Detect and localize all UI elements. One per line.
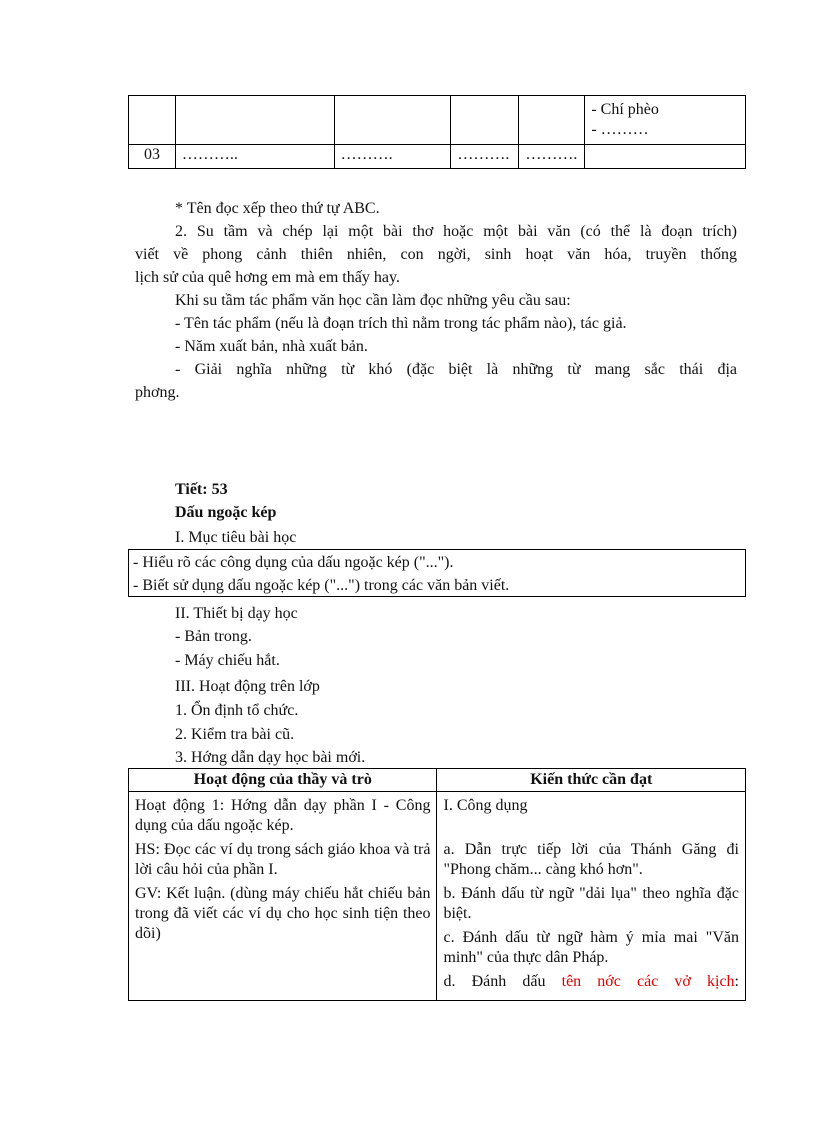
teacher-student-cell bbox=[129, 792, 437, 1001]
table-cell bbox=[451, 96, 519, 145]
table-cell: ……….. bbox=[175, 145, 334, 169]
equipment-item: - Bản trong. bbox=[175, 628, 252, 645]
section-heading: II. Thiết bị dạy học bbox=[175, 605, 298, 622]
knowledge-item: a. Dẫn trực tiếp lời của Thánh Găng đi "Phong chăm... càng khó hơn". bbox=[443, 841, 739, 878]
activity-table bbox=[128, 768, 746, 1001]
equipment-item: - Máy chiếu hắt. bbox=[175, 652, 280, 669]
knowledge-cell bbox=[437, 792, 746, 1001]
section-heading: I. Mục tiêu bài học bbox=[175, 529, 297, 546]
knowledge-item-prefix: d. Đánh dấu bbox=[443, 973, 562, 990]
top-table bbox=[128, 95, 746, 169]
paragraph-line: viết về phong cảnh thiên nhiên, con ngời, sinh hoạt văn hóa, truyền thống bbox=[135, 246, 737, 263]
highlighted-text: tên nớc các vở kịch bbox=[561, 973, 735, 990]
table-cell: ………. bbox=[519, 145, 585, 169]
table-header-row bbox=[129, 769, 746, 792]
step-item: 3. Hớng dẫn dạy học bài mới. bbox=[175, 749, 366, 766]
knowledge-heading: I. Công dụng bbox=[443, 797, 528, 814]
lesson-period: Tiết: 53 bbox=[175, 481, 228, 498]
table-cell bbox=[129, 96, 176, 145]
activity-paragraph: Hoạt động 1: Hớng dẫn dạy phần I - Công dụng của dấu ngoặc kép. bbox=[135, 797, 431, 834]
table-cell: ………. bbox=[451, 145, 519, 169]
sort-note: * Tên đọc xếp theo thứ tự ABC. bbox=[175, 200, 380, 217]
objective-item: - Biết sử dụng dấu ngoặc kép ("...") trong các văn bản viết. bbox=[133, 577, 510, 594]
step-item: 2. Kiểm tra bài cũ. bbox=[175, 726, 295, 743]
requirements-intro: Khi su tầm tác phẩm văn học cần làm đọc những yêu cầu sau: bbox=[175, 292, 571, 309]
table-cell: ………. bbox=[334, 145, 451, 169]
requirement-item: - Giải nghĩa những từ khó (đặc biệt là những từ mang sắc thái địa bbox=[175, 361, 737, 378]
section-heading: III. Hoạt động trên lớp bbox=[175, 678, 320, 695]
table-cell bbox=[585, 145, 746, 169]
table-row bbox=[129, 792, 746, 1001]
table-cell bbox=[175, 96, 334, 145]
knowledge-item: c. Đánh dấu từ ngữ hàm ý mỉa mai "Văn minh" của thực dân Pháp. bbox=[443, 929, 739, 966]
column-header: Kiến thức cần đạt bbox=[437, 769, 746, 792]
requirement-item-cont: phơng. bbox=[135, 384, 180, 401]
lesson-title: Dấu ngoặc kép bbox=[175, 504, 277, 521]
table-cell bbox=[519, 96, 585, 145]
paragraph-line: lịch sử của quê hơng em mà em thấy hay. bbox=[135, 269, 400, 286]
activity-paragraph: GV: Kết luận. (dùng máy chiếu hắt chiếu bản trong đã viết các ví dụ cho học sinh tiện theo dõi) bbox=[135, 885, 431, 942]
paragraph-line: 2. Su tầm và chép lại một bài thơ hoặc một bài văn (có thể là đoạn trích) bbox=[175, 223, 737, 240]
requirement-item: - Tên tác phẩm (nếu là đoạn trích thì nằm trong tác phẩm nào), tác giả. bbox=[175, 315, 627, 332]
requirement-item: - Năm xuất bản, nhà xuất bản. bbox=[175, 338, 368, 355]
row-number: 03 bbox=[129, 145, 176, 169]
cell-line: - ……… bbox=[591, 121, 649, 138]
cell-line: - Chí phèo bbox=[591, 101, 659, 118]
knowledge-item-suffix: : bbox=[734, 973, 739, 990]
table-row bbox=[129, 145, 746, 169]
knowledge-item bbox=[443, 972, 739, 992]
objectives-box bbox=[128, 549, 746, 597]
table-cell bbox=[585, 96, 746, 145]
table-cell bbox=[334, 96, 451, 145]
activity-paragraph: HS: Đọc các ví dụ trong sách giáo khoa và trả lời câu hỏi của phần I. bbox=[135, 841, 431, 878]
objective-item: - Hiểu rõ các công dụng của dấu ngoặc kép ("..."). bbox=[133, 554, 454, 571]
table-row bbox=[129, 96, 746, 145]
step-item: 1. Ổn định tổ chức. bbox=[175, 702, 299, 719]
knowledge-item: b. Đánh dấu từ ngữ "dải lụa" theo nghĩa đặc biệt. bbox=[443, 885, 739, 922]
column-header: Hoạt động của thầy và trò bbox=[129, 769, 437, 792]
